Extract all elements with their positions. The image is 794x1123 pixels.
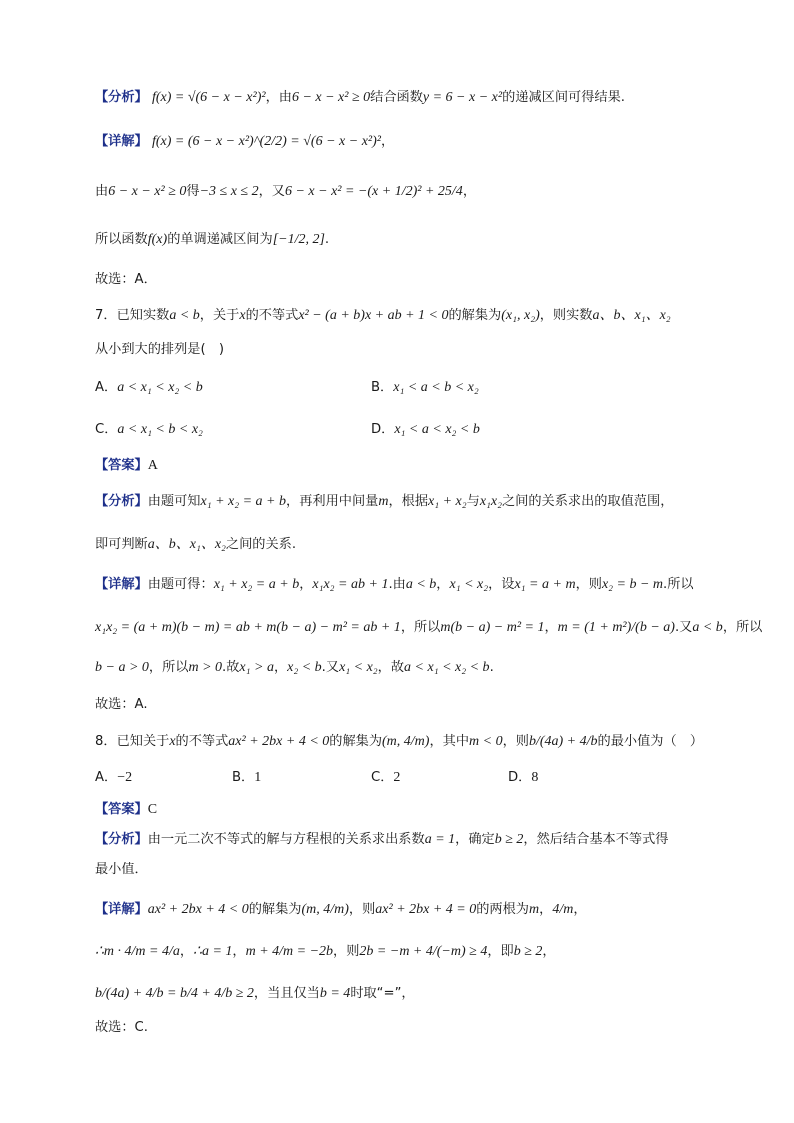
- math-expr: x: [169, 734, 176, 749]
- math-expr: x₁ < x₂: [449, 577, 489, 592]
- math-expr: ∴a = 1: [193, 944, 233, 959]
- text: 时取“=”，: [350, 986, 415, 1001]
- q8-detail-line: [95, 900, 587, 920]
- q8-option-d[interactable]: [508, 768, 538, 788]
- q8-choose: 故选：C.: [95, 1020, 148, 1035]
- text: ，: [299, 577, 313, 592]
- q7-option-d[interactable]: [371, 420, 480, 440]
- text: 所以函数: [95, 232, 148, 247]
- q7-stem-line-2: 从小到大的排列是( ): [95, 342, 224, 357]
- q8-detail-line-2: [95, 942, 556, 962]
- text: 与: [466, 494, 480, 509]
- text: ，由: [265, 90, 292, 105]
- math-expr: 2b = −m + 4/(−m) ≥ 4: [359, 944, 488, 959]
- option-expr: a < x₁ < x₂ < b: [117, 380, 203, 395]
- option-expr: a < x₁ < b < x₂: [117, 422, 203, 437]
- math-expr: (x₁, x₂): [501, 308, 540, 323]
- text: ，故: [377, 660, 405, 675]
- math-expr: b ≥ 2: [494, 832, 524, 847]
- math-expr: b = 4: [319, 986, 351, 1001]
- text: 8．已知关于: [95, 734, 170, 749]
- text: ，所以: [400, 620, 441, 635]
- q6-analysis-line: [95, 88, 625, 108]
- text: ，然后结合基本不等式得: [523, 832, 669, 847]
- q6-choose: 故选：A．: [95, 272, 157, 287]
- text: ，: [380, 134, 395, 149]
- text: ，: [544, 620, 558, 635]
- q7-detail-line: [95, 575, 694, 595]
- math-expr: (m, 4/m): [301, 902, 349, 917]
- math-expr: a、b、x₁、x₂: [147, 537, 226, 552]
- text: ，: [179, 944, 194, 959]
- math-expr: b/(4a) + 4/b: [528, 734, 598, 749]
- math-expr: 6 − x − x² = −(x + 1/2)² + 25/4: [284, 184, 463, 199]
- text: .又: [321, 660, 340, 675]
- math-expr: x₁ < x₂: [339, 660, 378, 675]
- text: ，: [273, 660, 288, 675]
- text: ，根据: [388, 494, 429, 509]
- option-letter: D．: [508, 770, 532, 785]
- text: ，即: [487, 944, 514, 959]
- math-expr: x: [239, 308, 246, 323]
- q7-option-b[interactable]: [371, 378, 479, 398]
- q8-answer-line: [95, 800, 157, 820]
- math-expr: 4/m: [552, 902, 574, 917]
- text: .故: [222, 660, 240, 675]
- math-expr: x₁ > a: [239, 660, 274, 675]
- option-letter: C．: [95, 422, 118, 437]
- math-expr: b − a > 0: [95, 660, 149, 675]
- text: ，: [542, 944, 556, 959]
- text: 的解集为: [248, 902, 302, 917]
- text: ，确定: [455, 832, 495, 847]
- text: .: [324, 232, 330, 247]
- math-expr: x₁x₂ = ab + 1: [312, 577, 389, 592]
- text: ，: [462, 184, 476, 199]
- q7-option-a[interactable]: [95, 378, 203, 398]
- option-expr: −2: [117, 770, 133, 785]
- q7-detail-line-3: [95, 658, 494, 678]
- option-letter: B．: [371, 380, 394, 395]
- q8-detail-line-3: [95, 984, 415, 1004]
- q7-detail-line-2: [95, 618, 762, 638]
- math-expr: y = 6 − x − x²: [422, 90, 503, 105]
- math-expr: [−1/2, 2]: [272, 232, 325, 247]
- q8-analysis-line-2: 最小值．: [95, 862, 148, 877]
- option-expr: 1: [254, 770, 262, 785]
- analysis-tag: 【分析】: [95, 494, 148, 509]
- math-expr: x₂ = b − m: [601, 577, 664, 592]
- q7-stem: [95, 306, 671, 326]
- option-letter: A．: [95, 770, 118, 785]
- math-expr: a < x₁ < x₂ < b: [404, 660, 490, 675]
- text: 的单调递减区间为: [167, 232, 273, 247]
- text: ，又: [258, 184, 285, 199]
- text: ，当且仅当: [253, 986, 320, 1001]
- text: ，设: [488, 577, 515, 592]
- text: ，: [436, 577, 450, 592]
- text: ，关于: [199, 308, 240, 323]
- q6-detail-line: [95, 132, 394, 152]
- answer-tag: 【答案】: [95, 458, 148, 473]
- text: ，则: [575, 577, 602, 592]
- answer-value: C: [147, 802, 158, 817]
- math-expr: m > 0: [188, 660, 223, 675]
- q7-choose: 故选：A.: [95, 697, 148, 712]
- text: ，所以: [722, 620, 763, 635]
- text: 的最小值为（ ）: [597, 734, 704, 749]
- option-letter: B．: [232, 770, 255, 785]
- math-expr: b ≥ 2: [513, 944, 543, 959]
- math-expr: a = 1: [424, 832, 456, 847]
- text: ，: [232, 944, 246, 959]
- q7-analysis-line-2: [95, 535, 296, 555]
- q7-analysis-line: [95, 492, 673, 512]
- text: 的不等式: [245, 308, 299, 323]
- q8-stem: [95, 732, 703, 752]
- math-expr: a < b: [169, 308, 200, 323]
- answer-tag: 【答案】: [95, 802, 148, 817]
- text: ，所以: [148, 660, 189, 675]
- text: 结合函数: [370, 90, 423, 105]
- math-expr: m: [378, 494, 389, 509]
- math-expr: m + 4/m = −2b: [245, 944, 334, 959]
- detail-tag: 【详解】: [95, 134, 148, 149]
- math-expr: 6 − x − x² ≥ 0: [108, 184, 187, 199]
- text: 的解集为: [448, 308, 502, 323]
- text: 由题可得：: [147, 577, 214, 592]
- text: ，则: [502, 734, 529, 749]
- math-expr: x₂ < b: [287, 660, 322, 675]
- text: .: [489, 660, 494, 675]
- math-expr: x² − (a + b)x + ab + 1 < 0: [298, 308, 449, 323]
- math-expr: x₁ = a + m: [514, 577, 576, 592]
- text: ，再利用中间量: [286, 494, 379, 509]
- text: ，其中: [429, 734, 470, 749]
- text: 的不等式: [175, 734, 229, 749]
- text: ，则实数: [539, 308, 593, 323]
- text: ，: [539, 902, 553, 917]
- q6-detail-line-3: [95, 230, 329, 250]
- option-expr: x₁ < a < b < x₂: [393, 380, 479, 395]
- math-expr: x₁x₂ = (a + m)(b − m) = ab + m(b − a) − m² = ab + 1: [95, 620, 401, 635]
- option-letter: D．: [371, 422, 395, 437]
- math-expr: m = (1 + m²)/(b − a): [557, 620, 675, 635]
- text: 之间的关系.: [225, 537, 297, 552]
- math-expr: −3 ≤ x ≤ 2: [199, 184, 259, 199]
- math-expr: ax² + 2bx + 4 < 0: [147, 902, 249, 917]
- math-expr: a < b: [692, 620, 723, 635]
- option-expr: 8: [531, 770, 539, 785]
- detail-tag: 【详解】: [95, 577, 148, 592]
- math-expr: (m, 4/m): [382, 734, 430, 749]
- q8-option-a[interactable]: [95, 768, 132, 788]
- math-expr: f(x) = √(6 − x − x²)²: [151, 90, 266, 105]
- text: .所以: [663, 577, 694, 592]
- math-expr: x₁ + x₂ = a + b: [200, 494, 287, 509]
- answer-value: A: [147, 458, 158, 473]
- math-expr: m < 0: [469, 734, 503, 749]
- math-expr: x₁ + x₂: [428, 494, 467, 509]
- text: 由题可知: [147, 494, 201, 509]
- text: .由: [388, 577, 406, 592]
- text: 得: [186, 184, 200, 199]
- q7-option-c[interactable]: [95, 420, 203, 440]
- text: ，: [573, 902, 587, 917]
- math-expr: f(x): [147, 232, 168, 247]
- text: 由: [95, 184, 109, 199]
- text: 即可判断: [95, 537, 148, 552]
- math-expr: 6 − x − x² ≥ 0: [291, 90, 371, 105]
- analysis-tag: 【分析】: [95, 832, 148, 847]
- math-expr: x₁ + x₂ = a + b: [213, 577, 300, 592]
- option-letter: A．: [95, 380, 118, 395]
- math-expr: m: [529, 902, 540, 917]
- text: ，则: [333, 944, 360, 959]
- math-expr: a < b: [405, 577, 437, 592]
- math-expr: ax² + 2bx + 4 < 0: [228, 734, 330, 749]
- detail-tag: 【详解】: [95, 902, 148, 917]
- q7-answer-line: [95, 456, 158, 476]
- math-expr: ∴m · 4/m = 4/a: [95, 944, 180, 959]
- q6-detail-line-2: [95, 182, 476, 202]
- math-expr: f(x) = (6 − x − x²)^(2/2) = √(6 − x − x²)²: [151, 134, 381, 149]
- option-expr: 2: [393, 770, 401, 785]
- text: .又: [674, 620, 693, 635]
- math-expr: ax² + 2bx + 4 = 0: [375, 902, 477, 917]
- math-expr: m(b − a) − m² = 1: [440, 620, 545, 635]
- option-expr: x₁ < a < x₂ < b: [394, 422, 480, 437]
- q8-option-c[interactable]: [371, 768, 400, 788]
- text: 7．已知实数: [95, 308, 170, 323]
- text: ，则: [348, 902, 376, 917]
- text: 的递减区间可得结果.: [502, 90, 625, 105]
- math-expr: x₁x₂: [479, 494, 502, 509]
- text: 由一元二次不等式的解与方程根的关系求出系数: [147, 832, 425, 847]
- text: 之间的关系求出的取值范围，: [501, 494, 674, 509]
- math-expr: a、b、x₁、x₂: [592, 308, 671, 323]
- option-letter: C．: [371, 770, 394, 785]
- analysis-tag: 【分析】: [95, 90, 148, 105]
- q8-analysis-line: [95, 830, 668, 850]
- text: 的两根为: [476, 902, 529, 917]
- math-expr: b/(4a) + 4/b = b/4 + 4/b ≥ 2: [95, 986, 254, 1001]
- q8-option-b[interactable]: [232, 768, 261, 788]
- text: 的解集为: [329, 734, 383, 749]
